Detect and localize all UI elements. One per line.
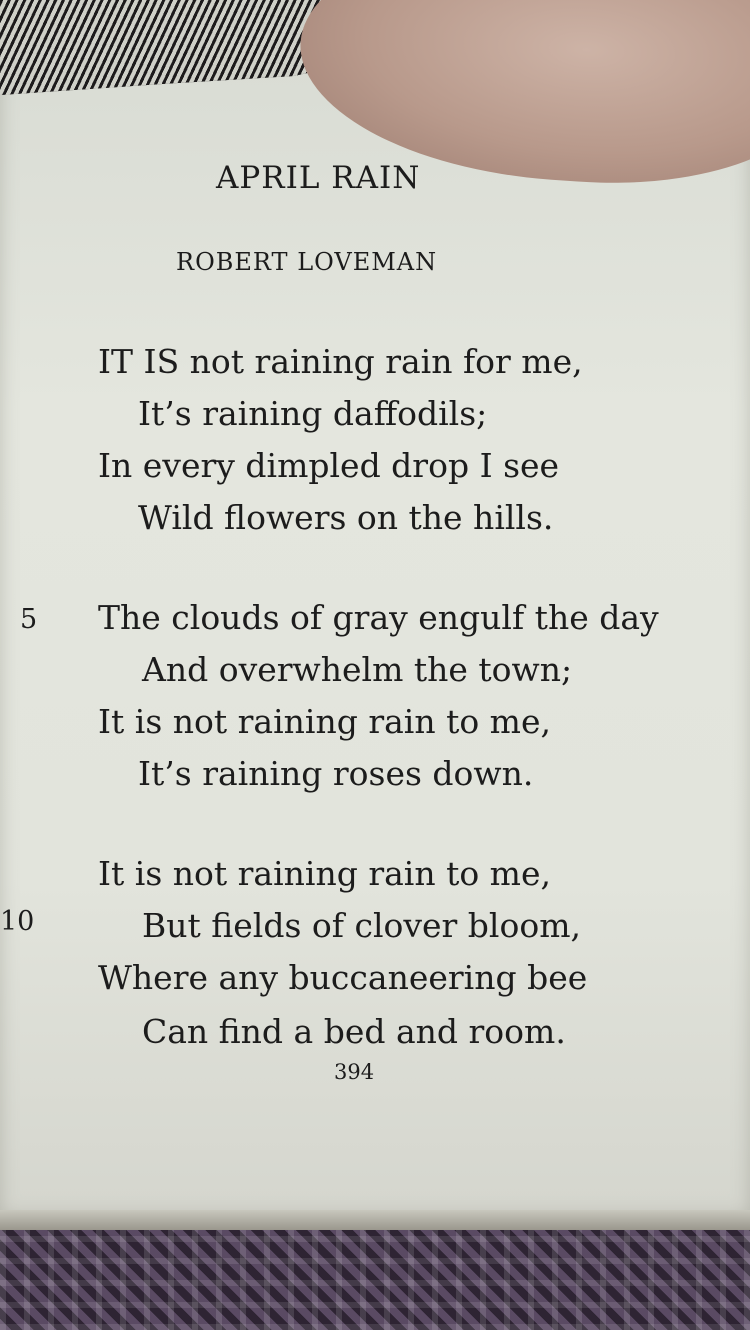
poem-line: It’s raining daffodils; (138, 394, 488, 433)
poem-title: APRIL RAIN (216, 160, 421, 196)
book-page (0, 60, 750, 1230)
poem-line: In every dimpled drop I see (98, 446, 560, 485)
poem-line: It is not raining rain to me, (98, 702, 551, 741)
line-number: 5 (20, 604, 38, 635)
poem-line: And overwhelm the town; (142, 650, 573, 689)
line-number: 10 (0, 906, 35, 937)
poem-line: But fields of clover bloom, (142, 906, 582, 945)
poem-line: It’s raining roses down. (138, 754, 534, 793)
page-number: 394 (334, 1060, 375, 1084)
page-edge (0, 1210, 750, 1230)
poem-line: Where any buccaneering bee (98, 958, 588, 997)
poem-line: It is not raining rain to me, (98, 854, 551, 893)
poem-line: Can find a bed and room. (142, 1012, 566, 1051)
poem-line: IT IS not raining rain for me, (98, 342, 583, 381)
poem-line: Wild flowers on the hills. (138, 498, 554, 537)
poem-author: ROBERT LOVEMAN (176, 248, 438, 276)
poem-line: The clouds of gray engulf the day (98, 598, 659, 637)
